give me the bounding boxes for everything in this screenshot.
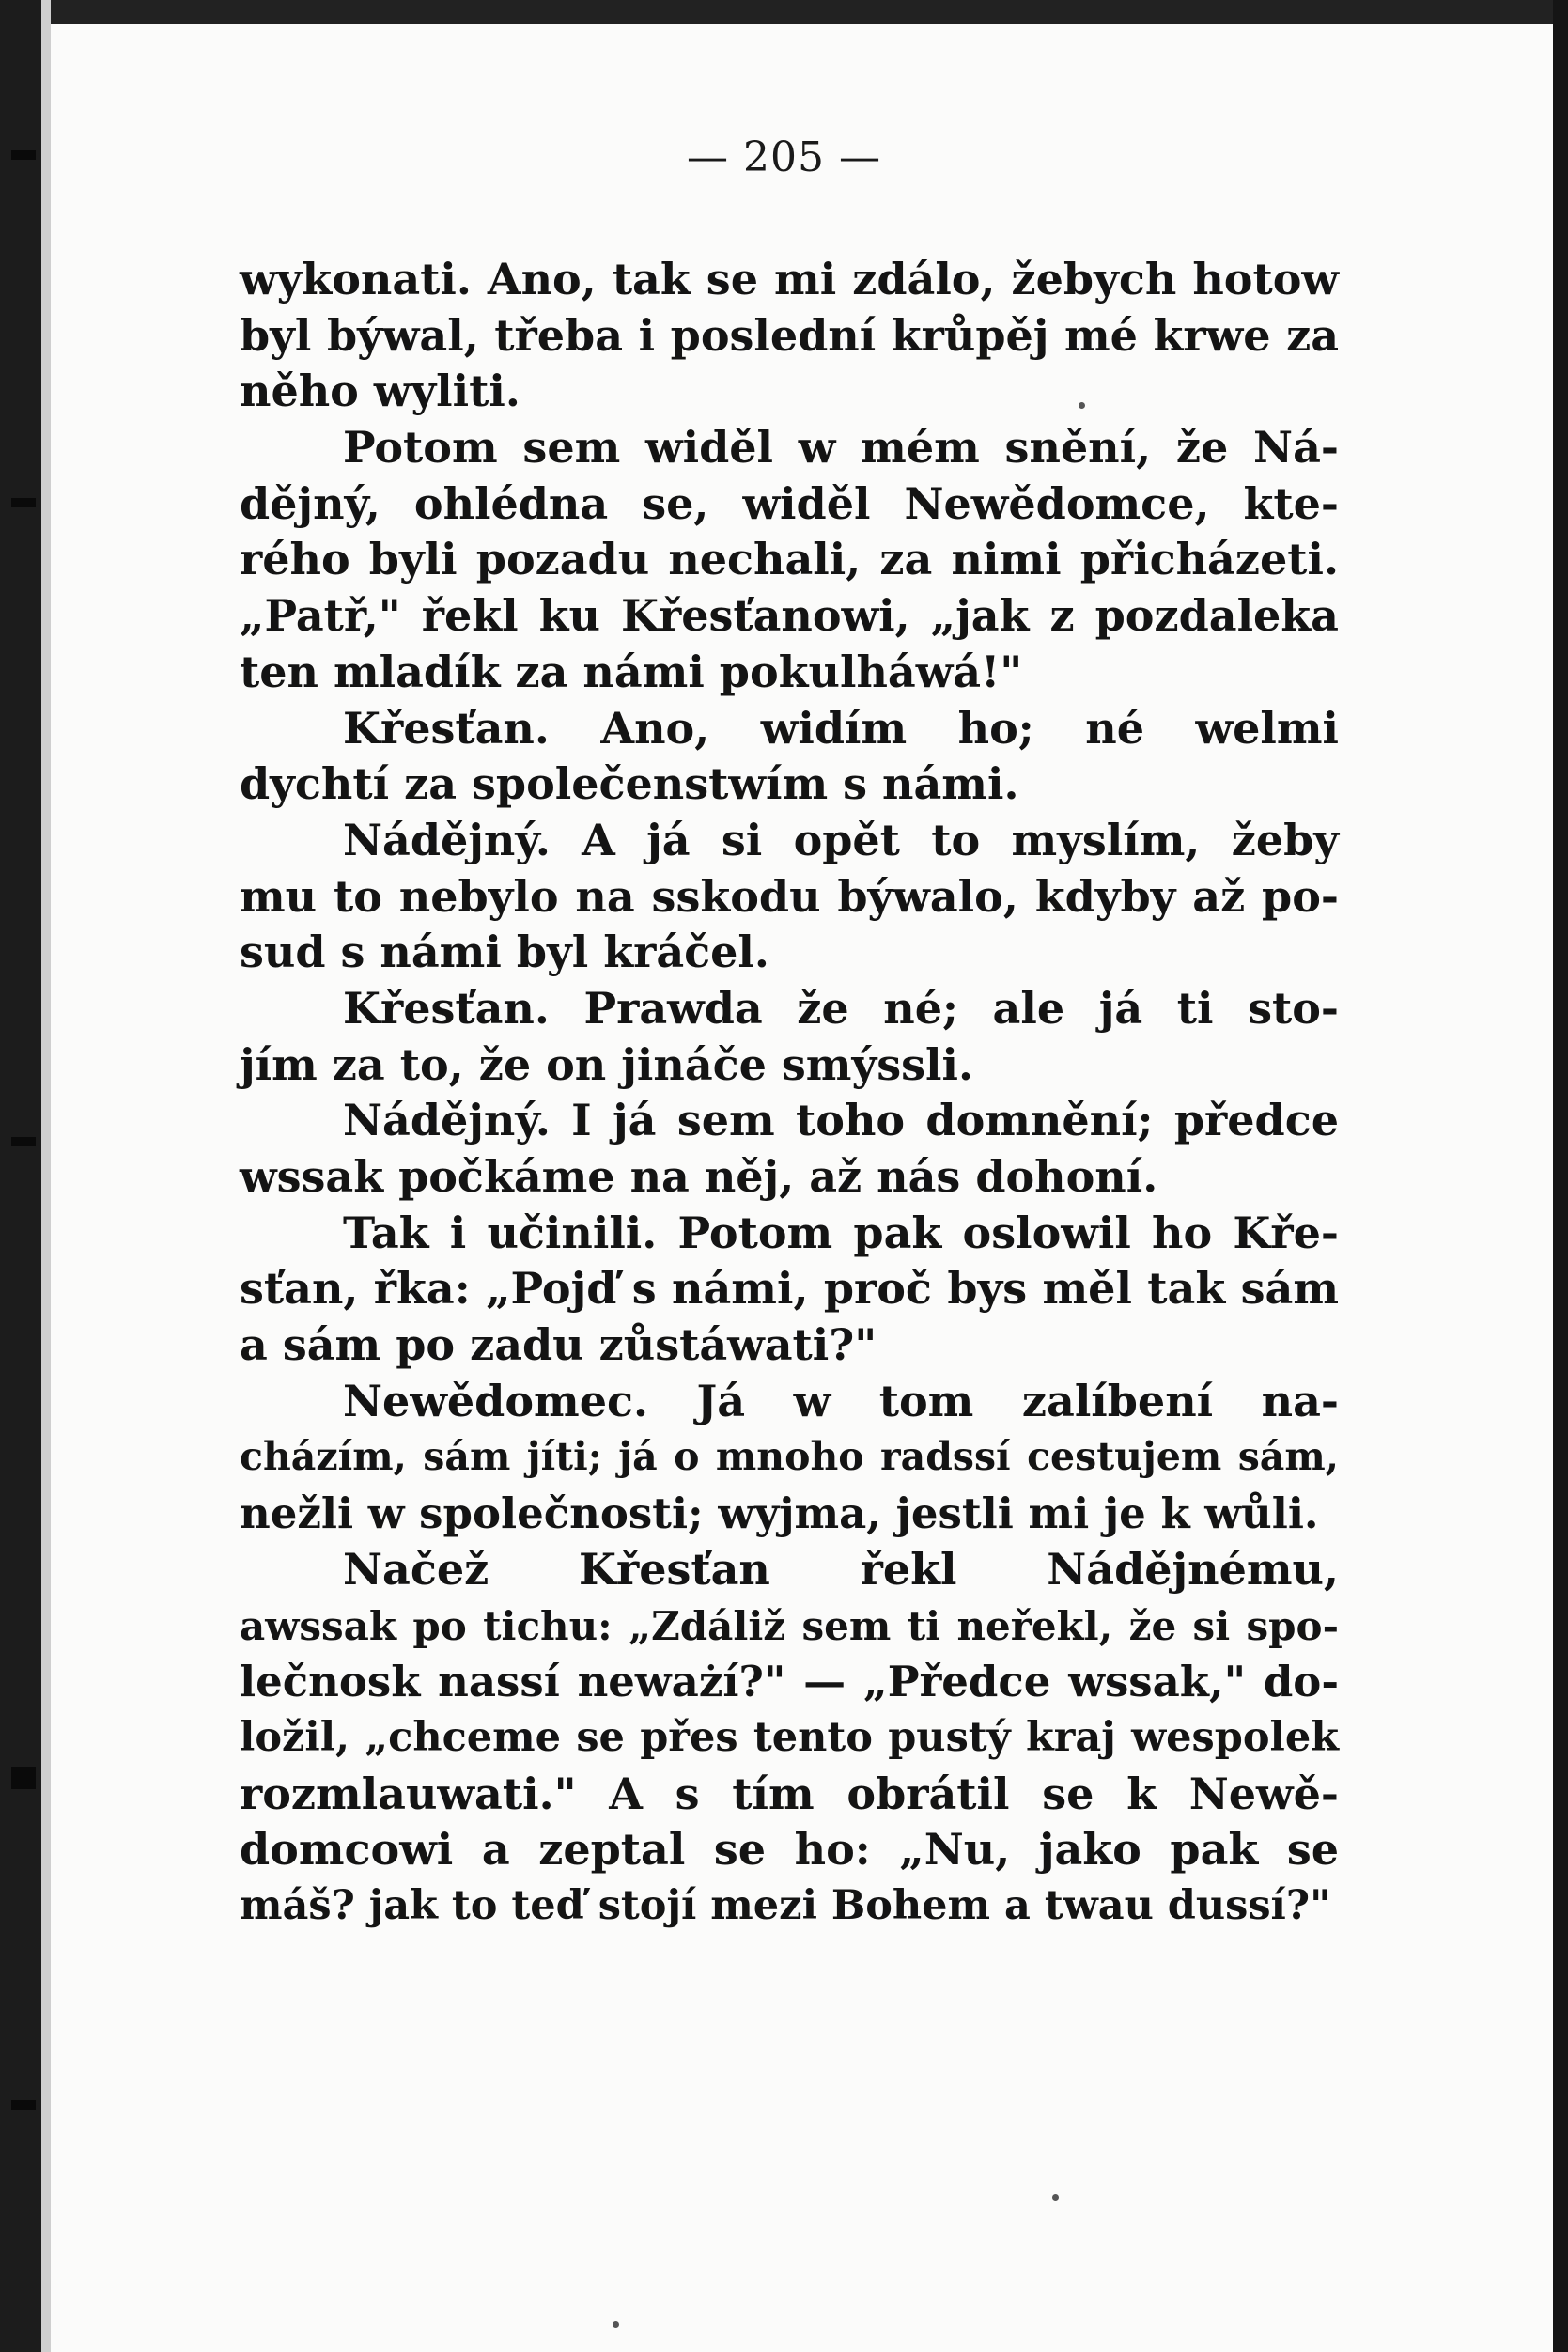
text-line: máš? jak to teď stojí mezi Bohem a twau dussí?" [240,1881,1331,1929]
text-line: Načež Křesťan řekl Nádějnému, [343,1543,1339,1595]
edge-mark [11,498,36,507]
text-line: ten mladík za námi pokulháwá!" [240,646,1023,697]
speck [613,2321,619,2328]
text-line: awssak po tichu: „Zdáliž sem ti neřekl, že si spo- [240,1602,1339,1649]
text-line: a sám po zadu zůstáwati?" [240,1319,877,1371]
text-line: dychtí za společenstwím s námi. [240,758,1019,810]
body-text [240,252,1339,1935]
text-line: domcowi a zeptal se ho: „Nu, jako pak se [240,1824,1339,1876]
text-line: dějný, ohlédna se, widěl Newědomce, kte- [240,477,1339,529]
text-line: „Patř," řekl ku Křesťanowi, „jak z pozdaleka [240,590,1339,642]
edge-mark [11,2100,36,2110]
text-line: něho wyliti. [240,366,520,417]
text-line: wykonati. Ano, tak se mi zdálo, žebych hotow [240,254,1339,304]
text-line: rého byli pozadu nechali, za nimi přicházeti. [240,534,1339,585]
scan-edge-right [1553,0,1568,2352]
scan-edge-left [0,0,41,2352]
text-line: cházím, sám jíti; já o mnoho radssí cestujem sám, [240,1434,1339,1480]
text-line: byl býwal, třeba i poslední krůpěj mé krwe za [240,309,1339,361]
text-line: mu to nebylo na sskodu býwalo, kdyby až po- [240,870,1339,922]
text-line: Křesťan. Ano, widím ho; né welmi [343,702,1339,754]
page-number: — 205 — [687,133,881,181]
text-line: Nádějný. A já si opět to myslím, žeby [343,814,1339,865]
text-line: nežli w společnosti; wyjma, jestli mi je k wůli. [240,1488,1319,1539]
text-line: Křesťan. Prawda že né; ale já ti sto- [343,982,1339,1034]
text-line: rozmlauwati." A s tím obrátil se k Newě- [240,1768,1339,1819]
text-line: Newědomec. Já w tom zalíbení na- [343,1375,1339,1426]
scan-edge-left-inner [41,0,51,2352]
text-line: Potom sem widěl w mém snění, že Ná- [343,422,1339,474]
text-line: Nádějný. I já sem toho domnění; předce [343,1095,1339,1146]
speck [1052,2194,1059,2201]
text-line: sťan, řka: „Pojď s námi, proč bys měl tak sám [240,1263,1339,1315]
text-line: Tak i učinili. Potom pak oslowil ho Kře- [343,1207,1339,1258]
text-line: ložil, „chceme se přes tento pustý kraj wespolek [240,1713,1339,1761]
text-line: jím za to, že on jináče smýssli. [240,1038,973,1090]
text-line: lečnosk nassí neważí?" — „Předce wssak," do- [240,1657,1339,1707]
text-line: sud s námi byl kráčel. [240,927,769,978]
edge-mark [11,1137,36,1146]
scan-edge-top [0,0,1568,24]
edge-mark [11,1767,36,1789]
text-line: wssak počkáme na něj, až nás dohoní. [240,1151,1158,1202]
